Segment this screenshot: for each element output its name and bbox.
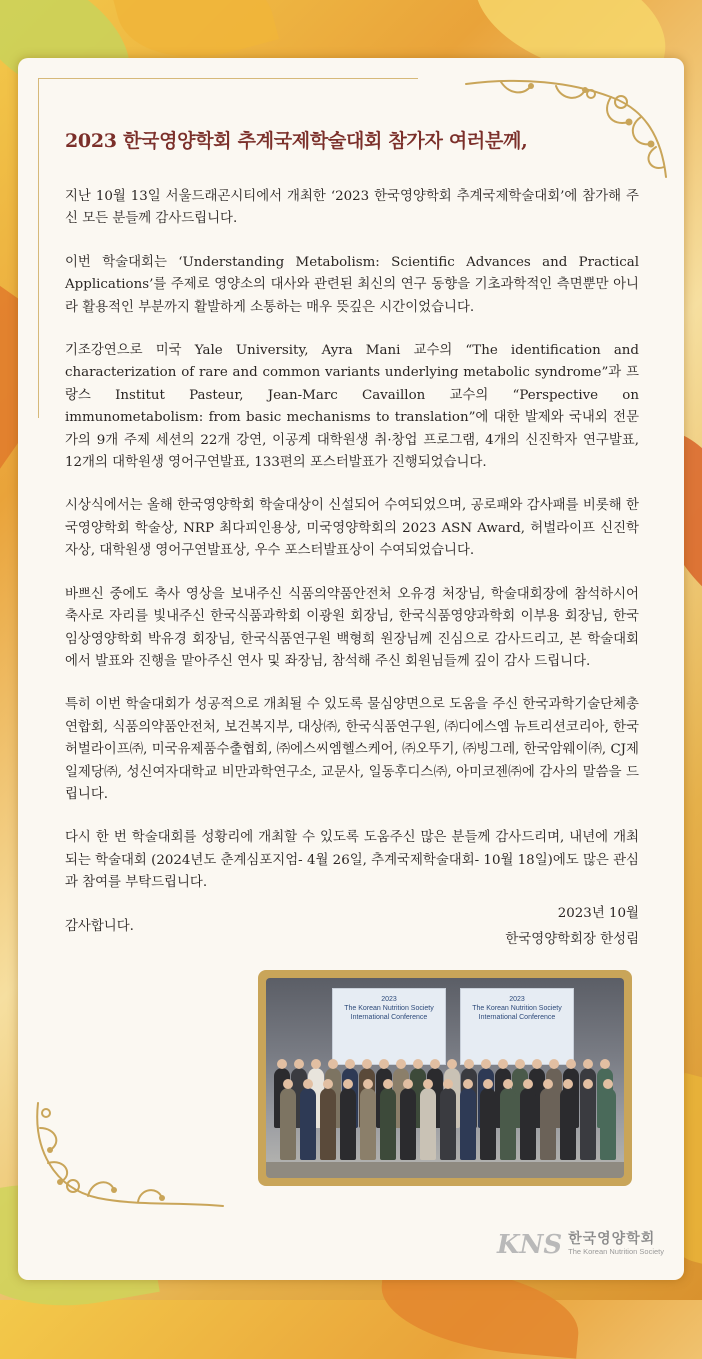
person-head — [498, 1059, 508, 1069]
conference-screen — [332, 988, 446, 1065]
paragraph: 이번 학술대회는 ‘Understanding Metabolism: Scientific Advances and Practical Applications’를 주제로 영양소의 대사와 관련된 최신의 연구 동향을 기초과학적인 측면뿐만 아니라 활용적인 부분까지 활발하게 소통하는 매우 뜻깊은 시간이었습니다. — [65, 254, 639, 315]
person-head — [481, 1059, 491, 1069]
person — [500, 1088, 516, 1160]
person-head — [294, 1059, 304, 1069]
group-photo — [266, 978, 624, 1178]
person-head — [600, 1059, 610, 1069]
logo-mark: KNS — [496, 1230, 563, 1260]
person-head — [303, 1079, 313, 1089]
letter-card — [18, 58, 684, 1280]
person-head — [403, 1079, 413, 1089]
person — [340, 1088, 356, 1160]
person-head — [383, 1079, 393, 1089]
person-head — [379, 1059, 389, 1069]
person-head — [447, 1059, 457, 1069]
person-head — [532, 1059, 542, 1069]
person-head — [543, 1079, 553, 1089]
paragraph: 기조강연으로 미국 Yale University, Ayra Mani 교수의 “The identification and characterization of rare and common variants underlying metabolic syndrome”과 프랑스 Institut Pasteur, Jean-Marc Cavaillon 교수의 “Perspective on immunometabolism: from basic mechanisms to translation”에 대한 발제와 국내외 전문가의 9개 주제 세션의 22개 강연, 이공계 대학원생 취·창업 프로그램, 4개의 신진학자 연구발표, 12개의 대학원생 영어구연발표, 133편의 포스터발표가 진행되었습니다. — [65, 343, 639, 471]
person — [480, 1088, 496, 1160]
person-head — [283, 1079, 293, 1089]
signature-block — [505, 901, 639, 953]
person — [400, 1088, 416, 1160]
logo-name-en: The Korean Nutrition Society — [568, 1247, 664, 1256]
person-head — [323, 1079, 333, 1089]
letter-title: 2023 한국영양학회 추계국제학술대회 참가자 여러분께, — [65, 130, 528, 152]
person-head — [277, 1059, 287, 1069]
society-logo — [497, 1230, 664, 1260]
person-head — [523, 1079, 533, 1089]
logo-name-ko: 한국영양학회 — [568, 1230, 656, 1246]
person-head — [603, 1079, 613, 1089]
person-head — [483, 1079, 493, 1089]
conference-screen — [460, 988, 574, 1065]
screen-text: 2023 The Korean Nutrition Society International Conference — [344, 996, 434, 1021]
person — [580, 1088, 596, 1160]
frame-line — [38, 78, 418, 79]
person — [520, 1088, 536, 1160]
stage-floor — [266, 1162, 624, 1178]
person — [560, 1088, 576, 1160]
person — [380, 1088, 396, 1160]
paragraph: 다시 한 번 학술대회를 성황리에 개최할 수 있도록 도움주신 많은 분들께 감사드리며, 내년에 개최되는 학술대회 (2024년도 춘계심포지엄- 4월 26일, 추계국제학술대회- 10월 18일)에도 많은 관심과 참여를 부탁드립니다. — [65, 830, 639, 891]
frame-line — [38, 78, 39, 418]
person-head — [549, 1059, 559, 1069]
person-head — [566, 1059, 576, 1069]
floral-ornament-icon — [28, 1098, 228, 1218]
person — [320, 1088, 336, 1160]
person-head — [363, 1079, 373, 1089]
person-head — [311, 1059, 321, 1069]
group-photo-frame — [258, 970, 632, 1186]
paragraph: 지난 10월 13일 서울드래곤시티에서 개최한 ‘2023 한국영양학회 추계국제학술대회’에 참가해 주신 모든 분들께 감사드립니다. — [65, 189, 639, 227]
paragraph: 특히 이번 학술대회가 성공적으로 개최될 수 있도록 물심양면으로 도움을 주신 한국과학기술단체총연합회, 식품의약품안전처, 보건복지부, 대상㈜, 한국식품연구원, ㈜디에스엠 뉴트리션코리아, 한국허벌라이프㈜, 미국유제품수출협회, ㈜에스씨엠헬스케어, ㈜오뚜기, ㈜빙그레, 한국암웨이㈜, CJ제일제당㈜, 성신여자대학교 비만과학연구소, 교문사, 일동후디스㈜, 아미코젠㈜에 감사의 말씀을 드립니다. — [65, 697, 639, 802]
person-head — [396, 1059, 406, 1069]
person-head — [463, 1079, 473, 1089]
person-head — [515, 1059, 525, 1069]
paragraph: 바쁘신 중에도 축사 영상을 보내주신 식품의약품안전처 오유경 처장님, 학술대회장에 참석하시어 축사로 자리를 빛내주신 한국식품과학회 이광원 회장님, 한국식품영양과학회 이부용 회장님, 한국임상영양학회 박유경 회장님, 한국식품연구원 백형희 원장님께 진심으로 감사드리고, 본 학술대회에서 발표와 진행을 맡아주신 연사 및 좌장님, 참석해 주신 회원님들께 깊이 감사 드립니다. — [65, 586, 639, 669]
person — [540, 1088, 556, 1160]
person — [460, 1088, 476, 1160]
person-head — [563, 1079, 573, 1089]
person-head — [430, 1059, 440, 1069]
screen-text: 2023 The Korean Nutrition Society International Conference — [472, 996, 562, 1021]
person-head — [464, 1059, 474, 1069]
letter-signer: 한국영양학회장 한성림 — [505, 932, 639, 947]
person — [440, 1088, 456, 1160]
letter-date: 2023년 10월 — [557, 906, 639, 921]
logo-text — [568, 1232, 664, 1258]
person — [420, 1088, 436, 1160]
person-head — [413, 1059, 423, 1069]
person-head — [583, 1079, 593, 1089]
person — [600, 1088, 616, 1160]
person-head — [343, 1079, 353, 1089]
person — [360, 1088, 376, 1160]
person — [300, 1088, 316, 1160]
person — [280, 1088, 296, 1160]
person-head — [328, 1059, 338, 1069]
letter-body — [65, 186, 639, 959]
person-head — [443, 1079, 453, 1089]
paragraph: 감사합니다. — [65, 918, 134, 934]
person-head — [423, 1079, 433, 1089]
paragraph: 시상식에서는 올해 한국영양학회 학술대상이 신설되어 수여되었으며, 공로패와 감사패를 비롯해 한국영양학회 학술상, NRP 최다피인용상, 미국영양학회의 2023 ASN Award, 허벌라이프 신진학자상, 대학원생 영어구연발표상, 우수 포스터발표상이 수여되었습니다. — [65, 498, 639, 559]
person-head — [503, 1079, 513, 1089]
person-head — [362, 1059, 372, 1069]
person-head — [583, 1059, 593, 1069]
person-head — [345, 1059, 355, 1069]
